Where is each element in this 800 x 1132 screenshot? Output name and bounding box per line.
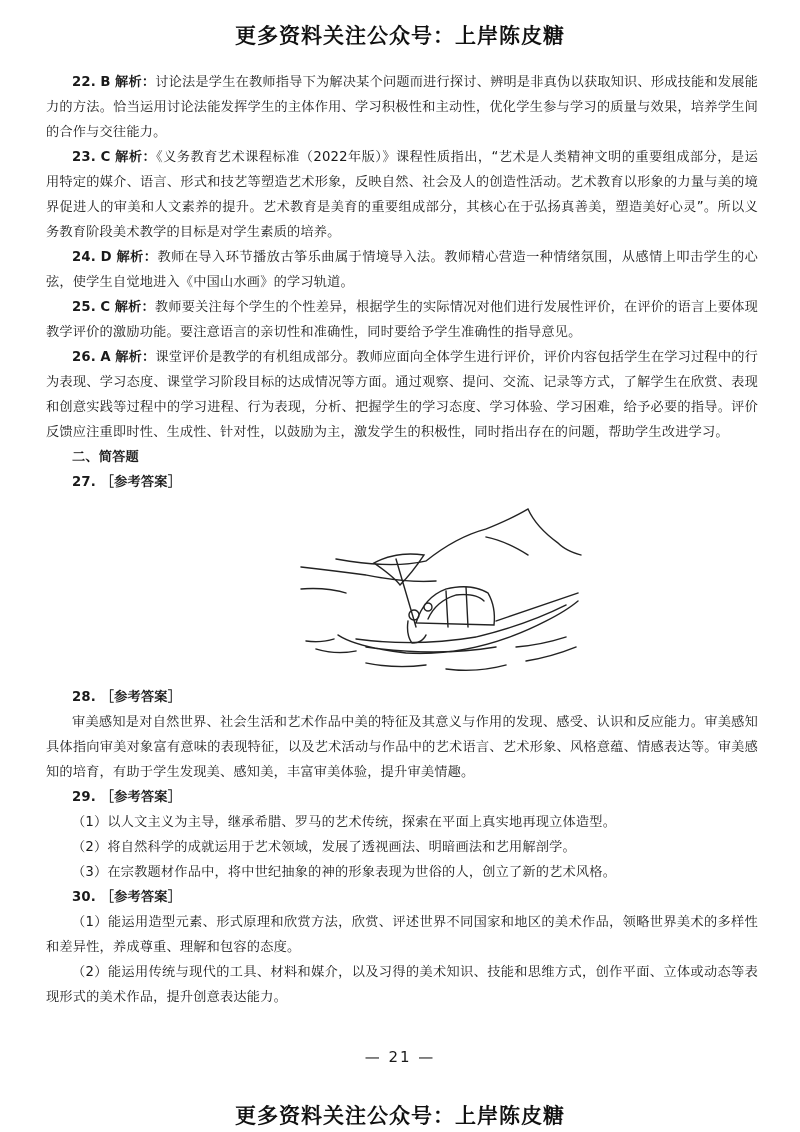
boat-landscape-illustration [296, 497, 586, 677]
answer-text: 教师在导入环节播放古筝乐曲属于情境导入法。教师精心营造一种情绪氛围，从感情上叩击学生的心弦，使学生自觉地进入《中国山水画》的学习轨道。 [46, 250, 758, 290]
q30-item: （2）能运用传统与现代的工具、材料和媒介，以及习得的美术知识、技能和思维方式，创作平面、立体或动态等表现形式的美术作品，提升创意表达能力。 [46, 965, 758, 1005]
q29-item: （1）以人文主义为主导，继承希腊、罗马的艺术传统，探索在平面上真实地再现立体造型。 [72, 815, 617, 830]
answer-text: 课堂评价是教学的有机组成部分。教师应面向全体学生进行评价，评价内容包括学生在学习过程中的行为表现、学习态度、课堂学习阶段目标的达成情况等方面。通过观察、提问、交流、记录等方式，了解学生在欣赏、表现和创意实践等过程中的学习进程、行为表现，分析、把握学生的学习态度、学习体验、学习困难，给予必要的指导。评价反馈应注重即时性、生成性、针对性，以鼓励为主，激发学生的积极性，同时指出存在的问题，帮助学生改进学习。 [46, 350, 758, 440]
answer-text: 教师要关注每个学生的个性差异，根据学生的实际情况对他们进行发展性评价，在评价的语言上要体现教学评价的激励功能。要注意语言的亲切性和准确性，同时要给予学生准确性的指导意见。 [46, 300, 759, 340]
answer-number: 24. [72, 250, 96, 265]
answer-label: 解析： [114, 300, 155, 315]
q28-answer: 审美感知是对自然世界、社会生活和艺术作品中美的特征及其意义与作用的发现、感受、认识和反应能力。审美感知具体指向审美对象富有意味的表现特征，以及艺术活动与作品中的艺术语言、艺术形象、风格意蕴、情感表达等。审美感知的培育，有助于学生发现美、感知美，丰富审美体验，提升审美情趣。 [46, 715, 758, 780]
answer-label: 解析： [115, 150, 157, 165]
q29-item: （2）将自然科学的成就运用于艺术领域，发展了透视画法、明暗画法和艺用解剖学。 [72, 840, 576, 855]
page-footer-watermark: 更多资料关注公众号：上岸陈皮糖 [235, 1104, 565, 1128]
answer-24 [46, 245, 758, 295]
page-number: — 21 — [364, 1048, 436, 1066]
answer-25 [46, 295, 758, 345]
answer-choice: C [100, 300, 111, 315]
answer-text: 《义务教育艺术课程标准（2022年版）》课程性质指出，“艺术是人类精神文明的重要组成部分，是运用特定的媒介、语言、形式和技艺等塑造艺术形象，反映自然、社会及人的创造性活动。艺术教育以形象的力量与美的境界促进人的审美和人文素养的提升。艺术教育是美育的重要组成部分，其核心在于弘扬真善美，塑造美好心灵”。所以义务教育阶段美术教学的目标是对学生素质的培养。 [46, 150, 758, 240]
answer-label: 解析： [115, 350, 156, 365]
q30-item: （1）能运用造型元素、形式原理和欣赏方法，欣赏、评述世界不同国家和地区的美术作品，领略世界美术的多样性和差异性，养成尊重、理解和包容的态度。 [46, 915, 758, 955]
answer-label: 解析： [116, 250, 158, 265]
page-header-watermark: 更多资料关注公众号：上岸陈皮糖 [235, 24, 565, 48]
answer-content [46, 70, 758, 1010]
landscape-drawing [46, 497, 758, 685]
section-title: 二、简答题 [72, 450, 139, 465]
answer-number: 25. [72, 300, 96, 315]
answer-number: 23. [72, 150, 96, 165]
answer-23 [46, 145, 758, 245]
q27-label: 27. ［参考答案］ [72, 475, 182, 490]
answer-choice: B [100, 75, 111, 90]
q29-item: （3）在宗教题材作品中，将中世纪抽象的神的形象表现为世俗的人，创立了新的艺术风格。 [72, 865, 617, 880]
answer-22 [46, 70, 758, 145]
answer-number: 22. [72, 75, 96, 90]
answer-26 [46, 345, 758, 445]
q30-label: 30. ［参考答案］ [72, 890, 182, 905]
q28-label: 28. ［参考答案］ [72, 690, 182, 705]
answer-choice: D [100, 250, 112, 265]
q29-label: 29. ［参考答案］ [72, 790, 182, 805]
answer-choice: A [100, 350, 111, 365]
answer-label: 解析： [115, 75, 156, 90]
answer-number: 26. [72, 350, 96, 365]
answer-choice: C [100, 150, 111, 165]
answer-text: 讨论法是学生在教师指导下为解决某个问题而进行探讨、辨明是非真伪以获取知识、形成技能和发展能力的方法。恰当运用讨论法能发挥学生的主体作用、学习积极性和主动性，优化学生参与学习的质量与效果，培养学生间的合作与交往能力。 [46, 75, 758, 140]
